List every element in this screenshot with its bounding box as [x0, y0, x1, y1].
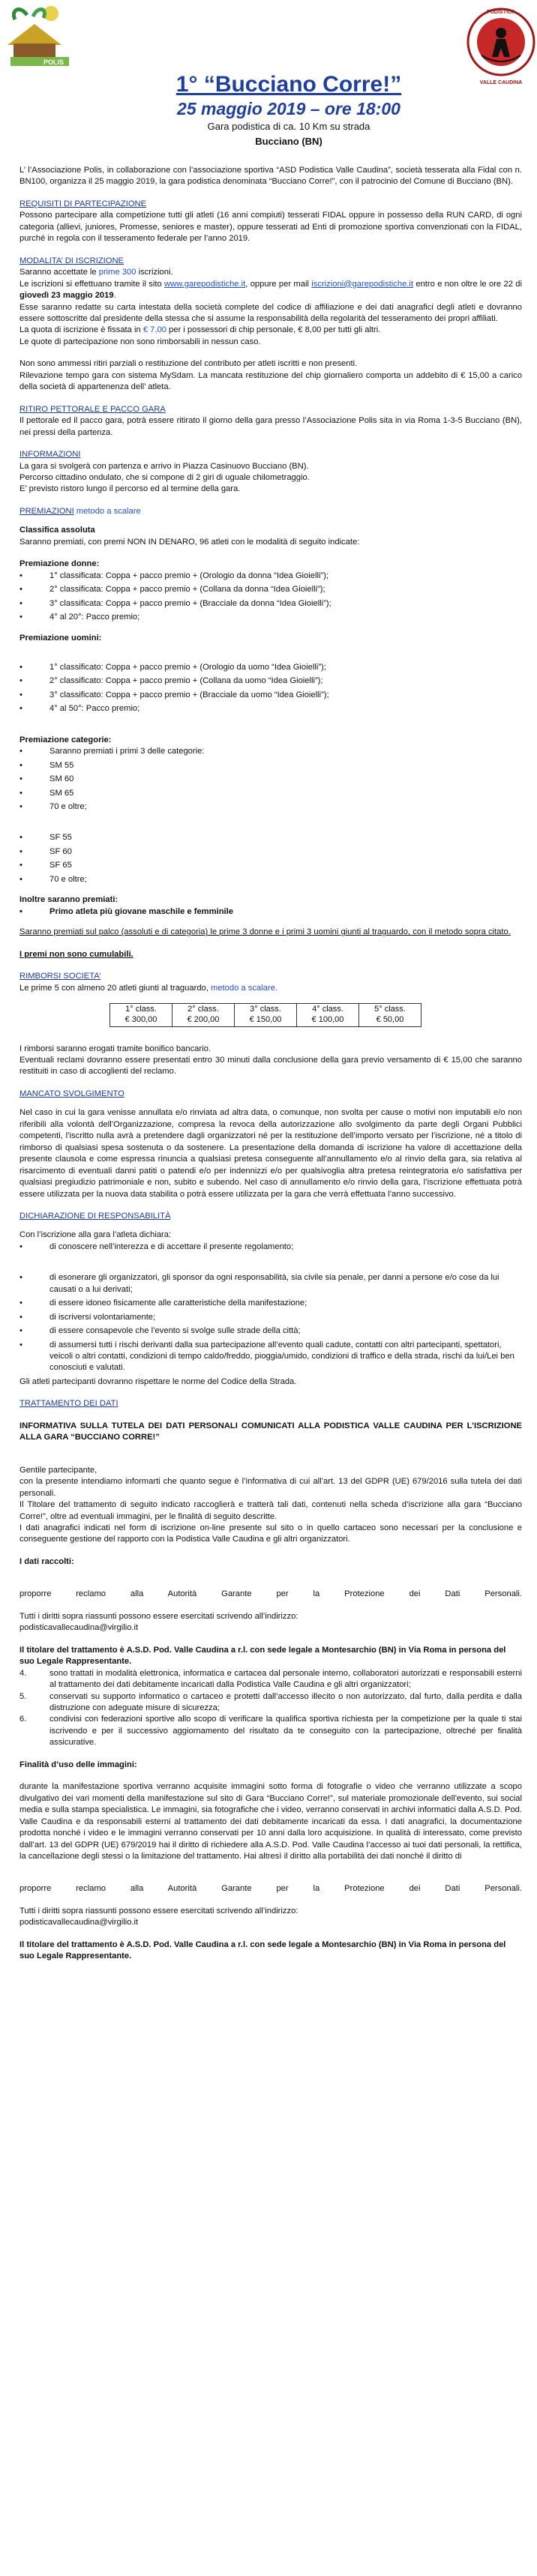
iscrizione-fee-a: La quota di iscrizione è fissata in: [20, 325, 143, 335]
inoltre-list: [20, 906, 522, 918]
numbered-item-number: 6.: [20, 1715, 27, 1724]
reclamo-garante: proporre reclamo alla Autorità Garante per la Protezione dei Dati Personali.: [20, 1589, 522, 1599]
section-heading-informazioni: INFORMAZIONI: [20, 450, 81, 460]
section-heading-requisiti: REQUISITI DI PARTECIPAZIONE: [20, 199, 147, 208]
mancato-text: Nel caso in cui la gara venisse annullata e/o rinviata ad altra data, o comunque, non svolta per cause o motivi non imputabili e/o non riferibili alla volontà dell’Organizzazione, compresa la revoca della autorizzazione allo svolgimento da parte degli Organi Pubblici competenti, l’iscritto nulla avrà a pretendere dagli organizzatori né per la restituzione dell’importo versato per l’iscrizione, né a titolo di rimborso di qualsiasi spesa sostenuta o da sostenere. La presentazione della domanda di iscrizione ha valore di accettazione della presente clausola e come espressa rinuncia a qualsiasi pretesa conseguente all’annullamento e/o al rinvio della gara, sia relativa al risarcimento di eventuali danni patiti o patendi e/o per indennizzi e/o per qualsivoglia altra pretesa reintegratoria e/o satisfattiva per qualsiasi pregiudizio patrimoniale e non, subito e subendo. Nel caso di annullamento e/o rinvio della gara, l’iscrizione effettuata potrà essere utilizzata per la nuova data stabilita o potrà essere utilizzata per la gara che verrà effettuata l’anno successivo.: [20, 1108, 522, 1199]
section-heading-iscrizione: MODALITA’ DI ISCRIZIONE: [20, 256, 124, 265]
rimborso-place: 5° class.: [374, 1005, 406, 1014]
table-row: [110, 1004, 422, 1027]
trattamento-p2: Il Titolare del trattamento di seguito indicato raccoglierà e tratterà tali dati, contenuti nella scheda d’iscrizione alla gara “Bucciano Corre!”, oltre ad eventuali immagini, per le finalità di seguito descritte.: [20, 1500, 522, 1521]
classifica-assoluta-title: Classifica assoluta: [20, 526, 95, 535]
list-item: • di assumersi tutti i rischi derivanti dalla sua partecipazione all’evento quali cadute, contatti con altri partecipanti, spettatori, veicoli o altri contatti, condizioni di tempo caldo/freddo, pioggia/umido, condizioni di traffico e della strada, rischi da lui/Lei ben conosciuti e valutati.: [20, 1340, 522, 1374]
ritiro-text: Il pettorale ed il pacco gara, potrà essere ritirato il giorno della gara presso l’Associazione Polis sita in via Roma 1-3-5 Bucciano (BN), nei pressi della partenza.: [20, 416, 522, 437]
podistica-logo: [466, 0, 536, 88]
rimborso-amount: € 100,00: [311, 1014, 344, 1024]
section-heading-ritiro: RITIRO PETTORALE E PACCO GARA: [20, 404, 166, 414]
garepodistiche-site-link[interactable]: www.garepodistiche.it: [164, 279, 246, 289]
rimborso-amount: € 300,00: [124, 1014, 158, 1024]
table-cell: [235, 1004, 297, 1027]
list-item: • di esonerare gli organizzatori, gli sponsor da ogni responsabilità, sia civile sia penale, per danni a persone e/o cose da lui causati o a lui derivati;: [20, 1272, 522, 1295]
list-item: • di essere idoneo fisicamente alle caratteristiche della manifestazione;: [20, 1298, 522, 1309]
podistica-logo-top-text: PODISTICA: [486, 10, 516, 15]
podistica-logo-icon: [466, 0, 536, 88]
iscrizione-fee-amount: € 7,00: [142, 325, 166, 335]
trattamento-p3: I dati anagrafici indicati nel form di iscrizione on-line presente sul sito o in quello cartaceo sono necessari per la conclusione e conseguente gestione del rapporto con la Podistica Valle Caudina e gli altri organizzatori.: [20, 1523, 522, 1544]
iscrizione-no-withdraw: Non sono ammessi ritiri parziali o restituzione del contributo per atleti iscritti e non presenti.: [20, 359, 358, 369]
rimborsi-text-b: metodo a scalare.: [210, 983, 278, 993]
titolare-trattamento: Il titolare del trattamento è A.S.D. Pod. Valle Caudina a r.l. con sede legale a Montesarchio (BN) in Via Roma in persona del suo Legale Rappresentante.: [20, 1645, 506, 1667]
iscrizioni-email-link[interactable]: iscrizioni@garepodistiche.it: [311, 279, 414, 289]
event-place: Bucciano (BN): [255, 136, 322, 148]
list-item: • SF 55: [20, 832, 522, 843]
iscrizione-how-b: , oppure per mail: [245, 279, 312, 289]
iscrizione-limit: [20, 267, 522, 278]
iscrizione-how-e: .: [113, 291, 116, 301]
regulation-body: [20, 165, 522, 1963]
list-item: • SM 65: [20, 788, 522, 799]
table-cell: [359, 1004, 422, 1027]
table-cell: [110, 1004, 172, 1027]
rimborso-amount: € 200,00: [187, 1014, 220, 1024]
immagini-text: durante la manifestazione sportiva verranno acquisite immagini sotto forma di fotografie o video che verranno utilizzate a scopo divulgativo dei vari momenti della manifestazione sul sito di Gara “Bucciano Corre!”, sul materiale promozionale dell’evento, sui social media e sulla stampa specialistica. Le immagini, sia fotografiche che i video, verranno conservati in archivi informatici dalla A.S.D. Pod. Valle Caudina e da responsabili esterni al trattamento dei dati debitamente incaricati da essa. I dati anagrafici, la documentazione prodotta nonché i video e le immagini verranno conservati per 10 anni dalla loro acquisizione. In qualità di interessato, come previsto dall’art. 13 del GDPR (UE) 679/2019 hai il diritto di richiedere alla A.S.D. Pod. Valle Caudina l’accesso ai tuoi dati personali, la rettifica, la cancellazione degli stessi o la limitazione del trattamento. Hai altresì il diritto alla portabilità dei dati nonché il diritto di: [20, 1782, 522, 1861]
iscrizione-no-refund: Le quote di partecipazione non sono rimborsabili in nessun caso.: [20, 337, 261, 346]
rimborso-amount: € 50,00: [376, 1014, 404, 1024]
page-title: 1° “Bucciano Corre!”: [176, 72, 402, 97]
iscrizione-deadline: giovedì 23 maggio 2019: [20, 291, 114, 301]
event-date: 25 maggio 2019 – ore 18:00: [177, 99, 400, 118]
iscrizione-fee: [20, 325, 522, 336]
numbered-item-number: 5.: [20, 1691, 27, 1701]
rimborsi-text: [20, 983, 522, 994]
list-item: • SM 55: [20, 760, 522, 771]
rimborsi-bonifico: I rimborsi saranno erogati tramite bonifico bancario.: [20, 1044, 211, 1053]
iscrizione-limit-c: iscrizioni.: [136, 268, 173, 277]
polis-logo-text: POLIS: [44, 58, 64, 66]
numbered-item-text: conservati su supporto informatico o cartaceo e protetti dall’accesso illecito o non autorizzato, dal furto, dalla perdita e dalla distruzione con adeguate misure di sicurezza;: [50, 1691, 522, 1712]
list-item: • Primo atleta più giovane maschile e femminile: [20, 906, 522, 918]
polis-logo-icon: [4, 1, 74, 67]
rimborsi-text-a: Le prime 5 con almeno 20 atleti giunti al traguardo,: [20, 983, 211, 993]
iscrizione-how: [20, 279, 522, 302]
numbered-item: [20, 1714, 522, 1748]
premiazione-uomini-title: Premiazione uomini:: [20, 633, 102, 643]
header: [112, 72, 465, 148]
trattamento-gentile: Gentile partecipante,: [20, 1465, 98, 1475]
table-cell: [297, 1004, 359, 1027]
iscrizione-form-rules: Esse saranno redatte su carta intestata della società complete del codice di affiliazione e dei dati anagrafici degli atleti e dovranno essere sottoscritte dal presidente della stessa che si assume la responsabilità della regolarità del tesseramento dei propri affiliati.: [20, 302, 522, 323]
premiazione-donne-title: Premiazione donne:: [20, 559, 100, 569]
informazioni-line-2: Percorso cittadino ondulato, che si compone di 2 giri di uguale chilometraggio.: [20, 472, 310, 482]
list-item: • SF 65: [20, 860, 522, 871]
diritti-email: podisticavallecaudina@virgilio.it: [20, 1623, 139, 1633]
responsabilita-list: [20, 1272, 522, 1374]
intro-paragraph: L’ l’Associazione Polis, in collaborazione con l’associazione sportiva “ASD Podistica Valle Caudina”, società tesserata alla Fidal con n. BN100, organizza il 25 maggio 2019, la gara podistica denominata “Bucciano Corre!”, con il patrocinio del Comune di Bucciano (BN).: [20, 166, 522, 187]
list-item: • 4° al 20°: Pacco premio;: [20, 612, 522, 623]
premiazioni-heading-tail: metodo a scalare: [74, 506, 141, 516]
polis-logo: [4, 1, 74, 67]
list-item: • 70 e oltre;: [20, 801, 522, 813]
list-item: • Saranno premiati i primi 3 delle categorie:: [20, 746, 522, 757]
section-heading-premiazioni: [20, 506, 522, 517]
table-cell: [172, 1004, 235, 1027]
list-item: • di iscriversi volontariamente;: [20, 1312, 522, 1323]
reclamo-garante-2: proporre reclamo alla Autorità Garante per la Protezione dei Dati Personali.: [20, 1884, 522, 1894]
rimborso-place: 1° class.: [125, 1005, 157, 1014]
iscrizione-how-c: entro e non oltre le ore 22 di: [413, 279, 523, 289]
premi-non-cumulabili: I premi non sono cumulabili.: [20, 949, 134, 959]
diritti-text-2: Tutti i diritti sopra riassunti possono essere esercitati scrivendo all’indirizzo:: [20, 1906, 298, 1916]
podistica-logo-bottom-text: VALLE CAUDINA: [479, 80, 523, 85]
rimborsi-reclami: Eventuali reclami dovranno essere presentati entro 30 minuti dalla conclusione della gara previo versamento di € 15,00 che saranno restituiti in caso di accoglienti del reclamo.: [20, 1055, 522, 1077]
premiazione-categorie-f-list: [20, 832, 522, 885]
iscrizione-how-a: Le iscrizioni si effettuano tramite il sito: [20, 279, 165, 289]
requisiti-text: Possono partecipare alla competizione tutti gli atleti (16 anni compiuti) tesserati FIDAL oppure in possesso della RUN CARD, di ogni categoria (allievi, juniores, Promesse, seniores e master), oppure tesserati ad Enti di promozione sportiva convenzionati con la FIDAL, purché in regola con il tesseramento federale per l’anno 2019.: [20, 211, 522, 244]
list-item: • SF 60: [20, 846, 522, 858]
list-item: • 3° classificato: Coppa + pacco premio + (Bracciale da uomo “Idea Gioielli”);: [20, 690, 522, 701]
informazioni-line-3: E’ previsto ristoro lungo il percorso ed al termine della gara.: [20, 484, 241, 494]
list-item: • SM 60: [20, 774, 522, 785]
trattamento-informativa: INFORMATIVA SULLA TUTELA DEI DATI PERSONALI COMUNICATI ALLA PODISTICA VALLE CAUDINA PER L’ISCRIZIONE ALLA GARA “BUCCIANO CORRE!”: [20, 1421, 522, 1442]
rimborso-place: 2° class.: [188, 1005, 219, 1014]
list-item: • di essere consapevole che l’evento si svolge sulle strade della città;: [20, 1325, 522, 1337]
premiazione-categorie-list: [20, 746, 522, 813]
numbered-item: [20, 1691, 522, 1715]
section-heading-responsabilita: DICHIARAZIONE DI RESPONSABILITÀ: [20, 1211, 171, 1221]
premiazione-categorie-title: Premiazione categorie:: [20, 735, 112, 744]
inoltre-title: Inoltre saranno premiati:: [20, 895, 118, 905]
rimborsi-table: [110, 1003, 422, 1027]
section-heading-mancato: MANCATO SVOLGIMENTO: [20, 1089, 124, 1098]
iscrizione-chip: Rilevazione tempo gara con sistema MySdam. La mancata restituzione del chip giornaliero comporta un addebito di € 15,00 a carico della società di appartenenza dell’ atleta.: [20, 370, 522, 392]
responsabilita-first-list: [20, 1242, 522, 1253]
premiazione-donne-list: [20, 571, 522, 624]
section-heading-trattamento: TRATTAMENTO DEI DATI: [20, 1399, 118, 1409]
classifica-assoluta-text: Saranno premiati, con premi NON IN DENARO, 96 atleti con le modalità di seguito indicate:: [20, 537, 360, 547]
iscrizione-limit-number: prime 300: [98, 268, 136, 277]
rimborso-place: 3° class.: [250, 1005, 281, 1014]
iscrizione-fee-c: per i possessori di chip personale, € 8,00 per tutti gli altri.: [166, 325, 381, 335]
responsabilita-closing: Gli atleti partecipanti dovranno rispettare le norme del Codice della Strada.: [20, 1376, 297, 1386]
list-item: • di conoscere nell’interezza e di accettare il presente regolamento;: [20, 1242, 522, 1253]
rimborso-place: 4° class.: [312, 1005, 344, 1014]
rimborso-amount: € 150,00: [249, 1014, 282, 1024]
list-item: • 4° al 50°: Pacco premio;: [20, 703, 522, 714]
event-description: Gara podistica di ca. 10 Km su strada: [207, 121, 370, 133]
trattamento-p1: con la presente intendiamo informarti che quanto segue è l’informativa di cui all’art. 13 del GDPR (UE) 679/2016 sulla tutela dei dati personali.: [20, 1477, 522, 1498]
responsabilita-intro: Con l’iscrizione alla gara l’atleta dichiara:: [20, 1230, 172, 1240]
premiazione-palco: Saranno premiati sul palco (assoluti e di categoria) le prime 3 donne e i primi 3 uomini giunti al traguardo, con il metodo sopra citato.: [20, 927, 511, 937]
list-item: • 2° classificato: Coppa + pacco premio + (Collana da uomo “Idea Gioielli”);: [20, 675, 522, 687]
section-heading-rimborsi: RIMBORSI SOCIETA’: [20, 972, 101, 981]
numbered-item-text: sono trattati in modalità elettronica, informatica e cartacea dal personale interno, collaboratori autorizzati e responsabili esterni al trattamento dei dati debitamente incaricati dalla Podistica Valle Caudina e gli altri organizzatori;: [50, 1668, 522, 1690]
titolare-trattamento-2: Il titolare del trattamento è A.S.D. Pod. Valle Caudina a r.l. con sede legale a Montesarchio (BN) in Via Roma in persona del suo Legale Rappresentante.: [20, 1939, 506, 1961]
premiazione-uomini-list: [20, 662, 522, 715]
list-item: • 1° classificato: Coppa + pacco premio + (Orologio da uomo “Idea Gioielli”);: [20, 662, 522, 673]
premiazioni-heading-text: PREMIAZIONI: [20, 506, 74, 516]
list-item: • 1° classificata: Coppa + pacco premio + (Orologio da donna “Idea Gioielli”);: [20, 571, 522, 582]
diritti-email-2: podisticavallecaudina@virgilio.it: [20, 1918, 139, 1928]
list-item: • 70 e oltre;: [20, 874, 522, 885]
list-item: • 3° classificata: Coppa + pacco premio + (Bracciale da donna “Idea Gioielli”);: [20, 598, 522, 610]
iscrizione-limit-a: Saranno accettate le: [20, 268, 99, 277]
list-item: • 2° classificata: Coppa + pacco premio + (Collana da donna “Idea Gioielli”);: [20, 584, 522, 595]
numbered-item-text: condivisi con federazioni sportive allo scopo di verificare la qualifica sportiva richiesta per la competizione per la quale ti stai iscrivendo e per il successivo aggiornamento del risultato da te conseguito con la partecipazione, oltreché per finalità assicurative.: [50, 1715, 522, 1748]
immagini-title: Finalità d’uso delle immagini:: [20, 1760, 137, 1769]
informazioni-line-1: La gara si svolgerà con partenza e arrivo in Piazza Casinuovo Bucciano (BN).: [20, 461, 309, 471]
numbered-item-number: 4.: [20, 1668, 27, 1678]
dati-raccolti-title: I dati raccolti:: [20, 1556, 74, 1566]
numbered-item: [20, 1668, 522, 1691]
diritti-text: Tutti i diritti sopra riassunti possono essere esercitati scrivendo all’indirizzo:: [20, 1611, 298, 1621]
